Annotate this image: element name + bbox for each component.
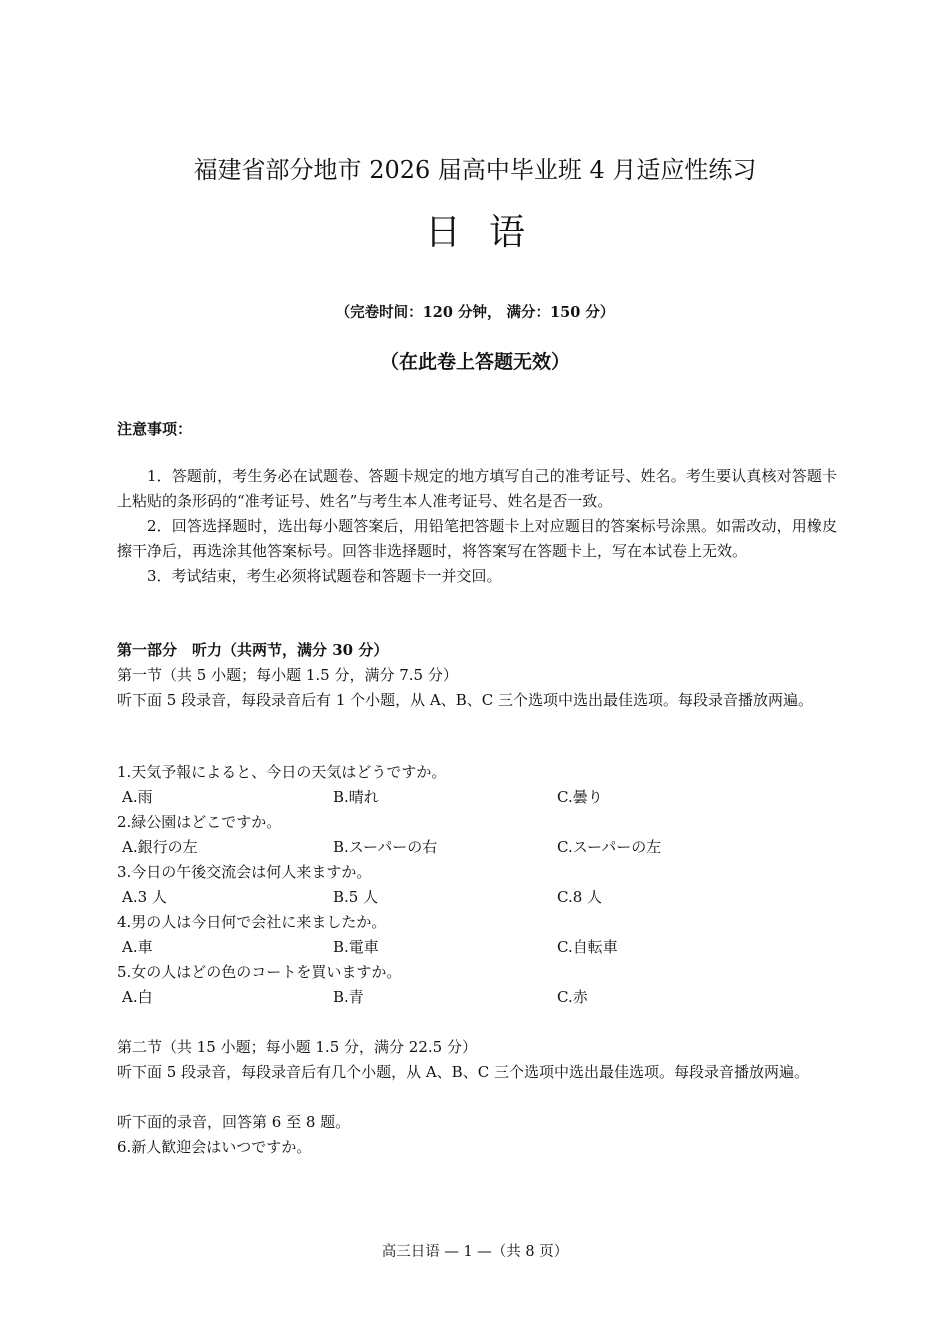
- section2-sub-instruction: 听下面的录音，回答第 6 至 8 题。: [117, 1113, 351, 1131]
- option-b: B.スーパーの右: [333, 838, 438, 856]
- question-text: 5.女の人はどの色のコートを買いますか。: [117, 963, 402, 981]
- invalid-note: （在此卷上答题无效）: [379, 351, 570, 373]
- section1-title: 第一节（共 5 小题；每小题 1.5 分，满分 7.5 分）: [117, 666, 458, 684]
- question-text: 1.天気予報によると、今日の天気はどうですか。: [117, 763, 447, 781]
- notice-item: 1．答题前，考生务必在试题卷、答题卡规定的地方填写自己的准考证号、姓名。考生要认真核对答题卡上粘贴的条形码的“准考证号、姓名”与考生本人准考证号、姓名是否一致。: [117, 467, 837, 510]
- question-text: 4.男の人は今日何で会社に来ましたか。: [117, 913, 387, 931]
- option-b: B.青: [333, 988, 364, 1006]
- subject-title: 日语: [424, 212, 553, 253]
- option-a: A.白: [122, 988, 153, 1006]
- notice-item: 3．考试结束，考生必须将试题卷和答题卡一并交回。: [147, 567, 502, 585]
- spacer: [117, 1085, 837, 1110]
- option-row: [117, 885, 837, 910]
- option-b: B.電車: [333, 938, 379, 956]
- option-c: C.8 人: [557, 888, 603, 906]
- option-row: [117, 835, 837, 860]
- question-text: 3.今日の午後交流会は何人来ますか。: [117, 863, 372, 881]
- option-a: A.車: [122, 938, 153, 956]
- notice-item: 2．回答选择题时，选出每小题答案后，用铅笔把答题卡上对应题目的答案标号涂黑。如需改动，用橡皮擦干净后，再选涂其他答案标号。回答非选择题时，将答案写在答题卡上，写在本试卷上无效。: [117, 517, 837, 560]
- option-c: C.曇り: [557, 788, 603, 806]
- section1-instruction: 听下面 5 段录音，每段录音后有 1 个小题，从 A、B、C 三个选项中选出最佳选项。每段录音播放两遍。: [117, 691, 814, 709]
- section2-block: [117, 1035, 837, 1160]
- notice-list: [117, 464, 837, 589]
- option-row: [117, 935, 837, 960]
- page-footer: 高三日语 — 1 —（共 8 页）: [381, 1244, 569, 1260]
- question-text: 6.新人歓迎会はいつですか。: [117, 1138, 312, 1156]
- notice-heading: 注意事项：: [117, 420, 193, 438]
- time-info: （完卷时间：120 分钟， 满分：150 分）: [335, 304, 615, 321]
- option-b: B.5 人: [333, 888, 379, 906]
- option-row: [117, 985, 837, 1010]
- part1-block: [117, 638, 837, 713]
- option-row: [117, 785, 837, 810]
- part1-title: 第一部分 听力（共两节，满分 30 分）: [117, 641, 389, 659]
- section2-title: 第二节（共 15 小题；每小题 1.5 分，满分 22.5 分）: [117, 1038, 477, 1056]
- option-c: C.自転車: [557, 938, 618, 956]
- option-b: B.晴れ: [333, 788, 379, 806]
- option-c: C.赤: [557, 988, 588, 1006]
- option-a: A.3 人: [122, 888, 167, 906]
- option-c: C.スーパーの左: [557, 838, 662, 856]
- option-a: A.雨: [122, 788, 153, 806]
- exam-title: 福建省部分地市 2026 届高中毕业班 4 月适应性练习: [193, 156, 757, 184]
- question-list: [117, 760, 837, 1010]
- section2-instruction: 听下面 5 段录音，每段录音后有几个小题，从 A、B、C 三个选项中选出最佳选项。每段录音播放两遍。: [117, 1063, 809, 1081]
- question-text: 2.緑公園はどこですか。: [117, 813, 282, 831]
- option-a: A.銀行の左: [122, 838, 198, 856]
